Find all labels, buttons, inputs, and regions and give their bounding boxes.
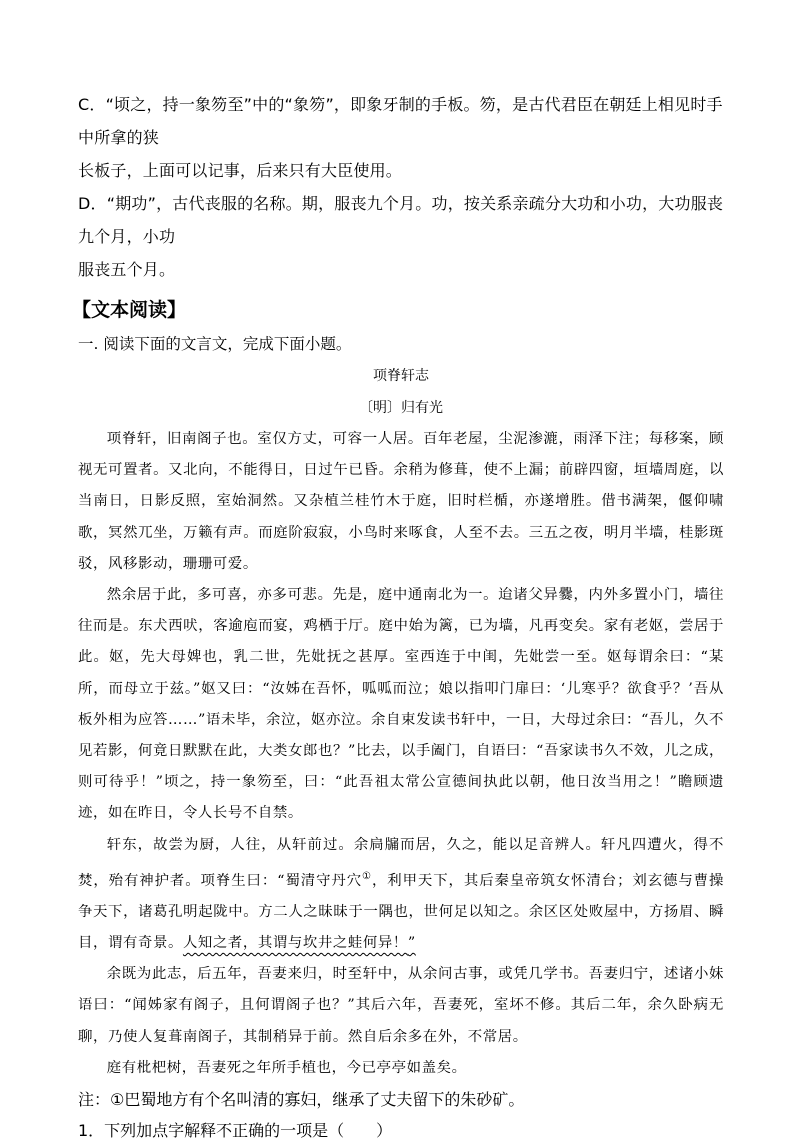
passage-paragraph-5: 庭有枇杷树，吾妻死之年所手植也，今已亭亭如盖矣。 bbox=[106, 1059, 467, 1076]
option-c bbox=[78, 88, 724, 187]
option-d-line2: 服丧五个月。 bbox=[78, 260, 176, 279]
section-title: 【文本阅读】 bbox=[72, 299, 187, 321]
option-c-line2: 长板子，上面可以记事，后来只有大臣使用。 bbox=[78, 161, 403, 180]
footnote: 注：①巴蜀地方有个名叫清的寡妇，继承了丈夫留下的朱砂矿。 bbox=[78, 1090, 525, 1110]
option-c-line1: C．“顷之，持一象笏至”中的“象笏”，即象牙制的手板。笏，是古代君臣在朝廷上相见时手中所拿的狭 bbox=[78, 95, 723, 147]
passage-paragraph-1: 项脊轩，旧南阁子也。室仅方丈，可容一人居。百年老屋，尘泥渗漉，雨泽下注；每移案，顾视无可置者。又北向，不能得日，日过午已昏。余稍为修葺，使不上漏；前辟四窗，垣墙周庭，以当南日，日影反照，室始洞然。又杂植兰桂竹木于庭，旧时栏楯，亦遂增胜。借书满架，偃仰啸歌，冥然兀坐，万籁有声。而庭阶寂寂，小鸟时来啄食，人至不去。三五之夜，明月半墙，桂影斑驳，风移影动，珊珊可爱。 bbox=[78, 431, 724, 572]
paragraph-3-text-b: ，利甲天下，其后秦皇帝筑女怀清台；刘玄德与曹操争天下，诸葛孔明起陇中。方二人之昧昧于一隅也，世何足以知之。余区区处败屋中，方扬眉、瞬目，谓有奇景。 bbox=[78, 872, 724, 952]
reading-instruction: 一. 阅读下面的文言文，完成下面小题。 bbox=[78, 335, 352, 353]
footnote-marker: ① bbox=[362, 870, 372, 882]
passage-author: 〔明〕归有光 bbox=[359, 400, 443, 416]
paragraph-3-text-a: 轩东，故尝为厨，人往，从轩前过。余扃牖而居，久之，能以足音辨人。轩凡四遭火，得不焚，殆有神护者。项脊生曰：“蜀清守丹穴 bbox=[78, 836, 724, 889]
option-d bbox=[78, 187, 724, 286]
closing-quote: ” bbox=[407, 935, 416, 952]
document-page bbox=[72, 88, 724, 1146]
option-d-line1: D．“期功”，古代丧服的名称。期，服丧九个月。功，按关系亲疏分大功和小功，大功服丧九个月，小功 bbox=[78, 194, 724, 246]
question-1: 1．下列加点字解释不正确的一项是（ ） bbox=[78, 1121, 393, 1141]
passage-title: 项脊轩志 bbox=[373, 368, 429, 384]
passage-paragraph-4: 余既为此志，后五年，吾妻来归，时至轩中，从余问古事，或凭几学书。吾妻归宁，述诸小妹语曰：“闻姊家有阁子，且何谓阁子也？”其后六年，吾妻死，室坏不修。其后二年，余久卧病无聊，乃使人复葺南阁子，其制稍异于前。然自后余多在外，不常居。 bbox=[78, 966, 724, 1045]
passage-paragraph-2: 然余居于此，多可喜，亦多可悲。先是，庭中通南北为一。迨诸父异爨，内外多置小门，墙往往而是。东犬西吠，客逾庖而宴，鸡栖于厅。庭中始为篱，已为墙，凡再变矣。家有老妪，尝居于此。妪，先大母婢也，乳二世，先妣抚之甚厚。室西连于中闺，先妣尝一至。妪每谓余曰：“某所，而母立于兹。”妪又曰：“汝姊在吾怀，呱呱而泣；娘以指叩门扉曰：‘儿寒乎？欲食乎？’吾从板外相为应答……”语未毕，余泣，妪亦泣。余自束发读书轩中，一日，大母过余曰：“吾儿，久不见若影，何竟日默默在此，大类女郎也？”比去，以手阖门，自语曰：“吾家读书久不效，儿之成，则可待乎！”顷之，持一象笏至，曰：“此吾祖太常公宣德间执此以朝，他日汝当用之！”瞻顾遗迹，如在昨日，令人长号不自禁。 bbox=[78, 587, 724, 822]
wavy-underlined-sentence bbox=[183, 935, 416, 951]
wavy-sentence-text: 人知之者，其谓与坎井之蛙何异！ bbox=[182, 935, 408, 952]
passage-paragraph-3 bbox=[78, 830, 724, 960]
